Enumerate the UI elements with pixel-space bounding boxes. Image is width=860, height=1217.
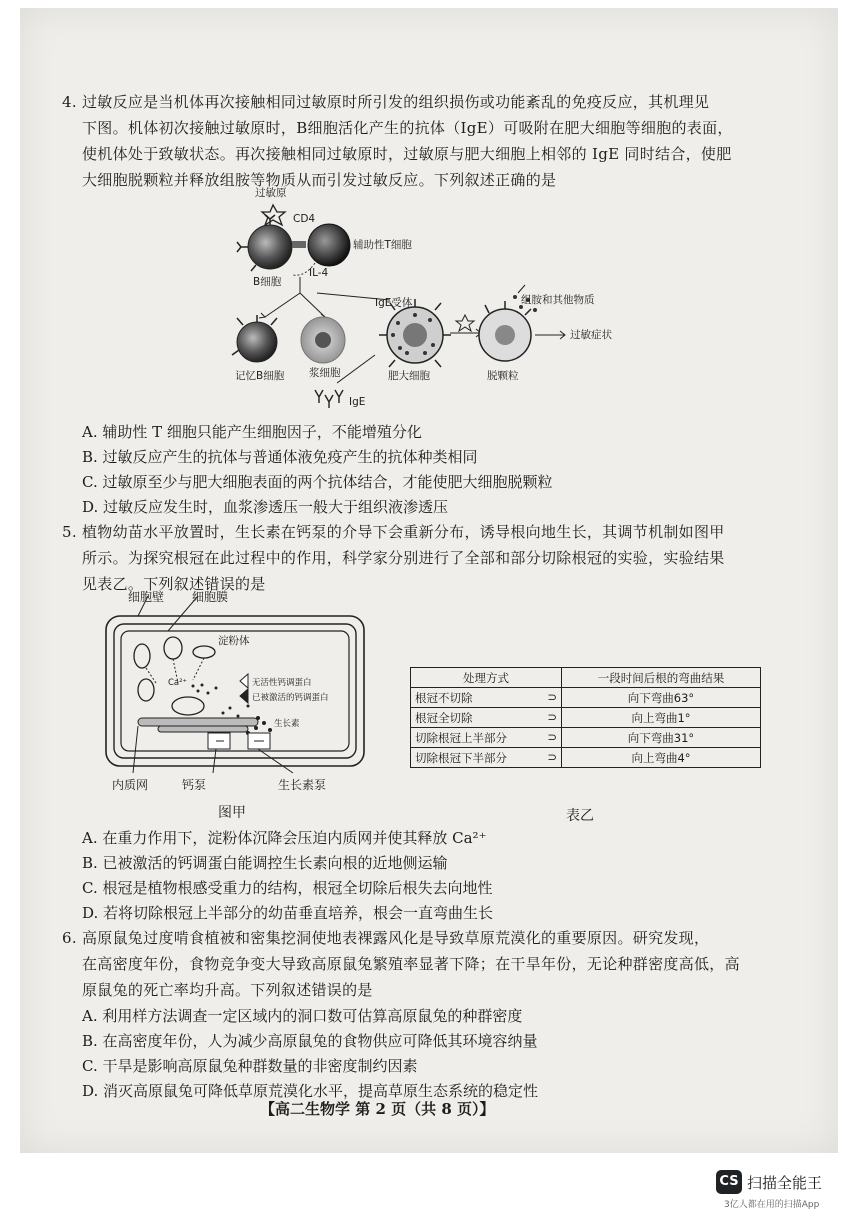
table-cell-treatment: 切除根冠上半部分 ⊃ (411, 728, 562, 748)
label-er: 内质网 (112, 778, 149, 792)
q4-option-d: D. 过敏反应发生时，血浆渗透压一般大于组织液渗透压 (82, 498, 449, 516)
q5-line-1: 5. 植物幼苗水平放置时，生长素在钙泵的介导下会重新分布，诱导根向地生长，其调节机制如图甲 (62, 523, 725, 541)
q4-option-b: B. 过敏反应产生的抗体与普通体液免疫产生的抗体种类相同 (82, 448, 478, 466)
table-cell-result: 向上弯曲4° (562, 748, 761, 768)
label-amyloplast: 淀粉体 (218, 635, 250, 647)
helper-t-cell-icon (308, 224, 350, 266)
label-ca-pump: 钙泵 (182, 778, 207, 792)
q6-option-b: B. 在高密度年份，人为减少高原鼠兔的食物供应可降低其环境容纳量 (82, 1032, 538, 1050)
q4-line-4: 大细胞脱颗粒并释放组胺等物质从而引发过敏反应。下列叙述正确的是 (82, 171, 557, 189)
q5-option-a: A. 在重力作用下，淀粉体沉降会压迫内质网并使其释放 Ca²⁺ (82, 829, 487, 847)
memory-b-cell-icon (232, 315, 277, 362)
label-mast: 肥大细胞 (388, 370, 430, 382)
cd4-receptor-icon (292, 241, 306, 248)
table-row (411, 728, 761, 748)
q6-option-a: A. 利用样方法调查一定区域内的洞口数可估算高原鼠兔的种群密度 (82, 1007, 523, 1025)
plasma-cell-icon (301, 317, 345, 363)
label-ige: IgE (349, 396, 366, 408)
label-il4: IL-4 (309, 267, 329, 279)
q4-line-3: 使机体处于致敏状态。再次接触相同过敏原时，过敏原与肥大细胞上相邻的 IgE 同时结合，使肥 (82, 145, 732, 163)
table-header-treatment: 处理方式 (411, 668, 562, 688)
q6-line-3: 原鼠兔的死亡率均升高。下列叙述错误的是 (82, 981, 373, 999)
q5-line-2: 所示。为探究根冠在此过程中的作用，科学家分别进行了全部和部分切除根冠的实验，实验结果 (82, 549, 725, 567)
table-b-caption: 表乙 (566, 808, 594, 824)
table-row (411, 688, 761, 708)
q4-option-a: A. 辅助性 T 细胞只能产生细胞因子，不能增殖分化 (82, 423, 422, 441)
q5-option-d: D. 若将切除根冠上半部分的幼苗垂直培养，根会一直弯曲生长 (82, 904, 494, 922)
camscanner-logo-icon: CS (716, 1170, 742, 1194)
q6-option-c: C. 干旱是影响高原鼠兔种群数量的非密度制约因素 (82, 1057, 418, 1075)
table-cell-treatment: 切除根冠下半部分 ⊃ (411, 748, 562, 768)
table-cell-result: 向下弯曲63° (562, 688, 761, 708)
label-helper-t: 辅助性T细胞 (353, 239, 412, 251)
label-plasma: 浆细胞 (309, 367, 341, 379)
page-footer: 【高二生物学 第 2 页（共 8 页）】 (260, 1100, 495, 1118)
label-cd4: CD4 (293, 213, 316, 225)
figure-a-caption: 图甲 (218, 805, 246, 821)
label-inactive-calmodulin: 无活性钙调蛋白 (252, 678, 312, 688)
plant-cell-figure (98, 588, 373, 823)
q6-line-1: 6. 高原鼠兔过度啃食植被和密集挖洞使地表裸露风化是导致草原荒漠化的重要原因。研究发现， (62, 929, 710, 947)
table-header-result: 一段时间后根的弯曲结果 (562, 668, 761, 688)
label-symptom: 过敏症状 (570, 329, 612, 341)
label-allergen: 过敏原 (255, 187, 287, 199)
camscanner-watermark (716, 1170, 846, 1210)
ige-antibodies-icon (315, 390, 343, 408)
label-active-calmodulin: 已被激活的钙调蛋白 (252, 693, 329, 703)
symptom-arrow (535, 331, 565, 339)
label-b-cell: B细胞 (253, 276, 282, 288)
label-auxin: 生长素 (274, 719, 300, 729)
q4-line-1: 4. 过敏反应是当机体再次接触相同过敏原时所引发的组织损伤或功能紊乱的免疫反应，其机理见 (62, 93, 710, 111)
label-memory-b: 记忆B细胞 (235, 370, 285, 382)
q5-option-b: B. 已被激活的钙调蛋白能调控生长素向根的近地侧运输 (82, 854, 448, 872)
label-cell-membrane: 细胞膜 (192, 590, 229, 604)
q5-line-3: 见表乙。下列叙述错误的是 (82, 575, 266, 593)
b-cell-icon (237, 215, 292, 271)
amyloplast-icons (134, 637, 215, 715)
camscanner-name: 扫描全能王 (747, 1174, 823, 1192)
camscanner-slogan: 3亿人都在用的扫描App (724, 1200, 820, 1210)
er-icon (138, 718, 258, 732)
label-degranulation: 脱颗粒 (487, 370, 519, 382)
label-cell-wall: 细胞壁 (128, 590, 165, 604)
table-cell-result: 向上弯曲1° (562, 708, 761, 728)
label-ige-receptor: IgE受体 (375, 297, 413, 309)
table-row (411, 708, 761, 728)
results-table (410, 667, 761, 768)
q6-line-2: 在高密度年份，食物竞争变大导致高原鼠兔繁殖率显著下降；在干旱年份，无论种群密度高低，高 (82, 955, 740, 973)
allergy-diagram-svg (225, 185, 665, 415)
table-b (410, 667, 761, 768)
q6-option-d: D. 消灭高原鼠兔可降低草原荒漠化水平，提高草原生态系统的稳定性 (82, 1082, 539, 1100)
q4-line-2: 下图。机体初次接触过敏原时，B细胞活化产生的抗体（IgE）可吸附在肥大细胞等细胞的表面， (82, 119, 733, 137)
label-auxin-pump: 生长素泵 (278, 778, 327, 792)
label-histamine: 组胺和其他物质 (521, 294, 595, 306)
allergy-mechanism-figure (225, 185, 665, 415)
table-header-row (411, 668, 761, 688)
table-cell-result: 向下弯曲31° (562, 728, 761, 748)
table-cell-treatment: 根冠全切除 ⊃ (411, 708, 562, 728)
q4-option-c: C. 过敏原至少与肥大细胞表面的两个抗体结合，才能使肥大细胞脱颗粒 (82, 473, 553, 491)
table-row (411, 748, 761, 768)
q5-option-c: C. 根冠是植物根感受重力的结构，根冠全切除后根失去向地性 (82, 879, 493, 897)
label-ca: Ca²⁺ (168, 678, 188, 688)
table-cell-treatment: 根冠不切除 ⊃ (411, 688, 562, 708)
